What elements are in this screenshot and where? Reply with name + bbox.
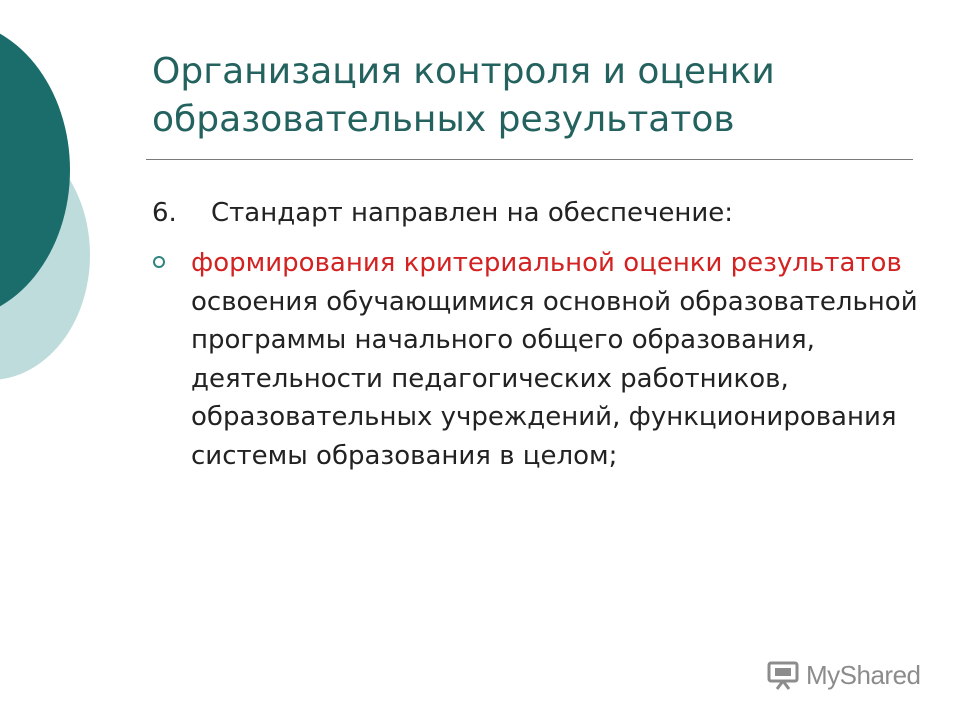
bullet-highlight: формирования критериальной оценки результатов [191,248,902,278]
myshared-logo [766,657,921,693]
title-divider [146,159,913,160]
point-text: Стандарт направлен на обеспечение: [211,198,734,228]
point-number: 6. [152,198,177,228]
bullet-item [191,244,921,475]
bullet-circle-icon [153,256,165,268]
numbered-point [152,196,733,230]
slide-title: Организация контроля и оценки образовательных результатов [152,51,775,140]
bullet-rest: освоения обучающимися основной образовательной программы начального общего образования, деятельности педагогических работников, образовательных учреждений, функционирования системы образования в целом; [191,286,918,471]
logo-text: MyShared [806,659,921,690]
presentation-board-icon [766,660,800,690]
